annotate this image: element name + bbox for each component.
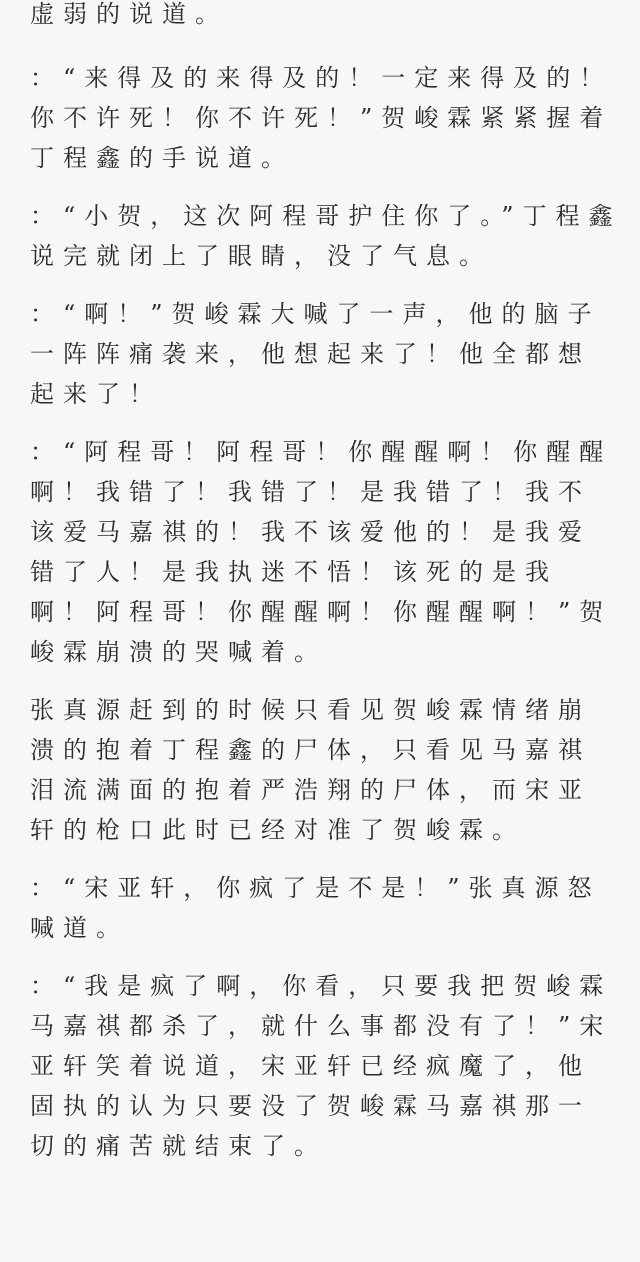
paragraph-5: ：“阿程哥！阿程哥！你醒醒啊！你醒醒啊！我错了！我错了！是我错了！我不该爱马嘉祺的！我不该爱他的！是我爱错了人！是我执迷不悟！该死的是我啊！阿程哥！你醒醒啊！你醒醒啊！”贺峻霖崩溃的哭喊着。: [30, 438, 613, 666]
paragraph-3: ：“小贺，这次阿程哥护住你了。”丁程鑫说完就闭上了眼睛，没了气息。: [30, 202, 622, 270]
paragraph-8: ：“我是疯了啊，你看，只要我把贺峻霖马嘉祺都杀了，就什么事都没有了！”宋亚轩笑着说道，宋亚轩已经疯魔了，他固执的认为只要没了贺峻霖马嘉祺那一切的痛苦就结束了。: [30, 972, 613, 1160]
paragraph-2: ：“来得及的来得及的！一定来得及的！你不许死！你不许死！”贺峻霖紧紧握着丁程鑫的手说道。: [30, 64, 613, 172]
paragraph-6: 张真源赶到的时候只看见贺峻霖情绪崩溃的抱着丁程鑫的尸体，只看见马嘉祺泪流满面的抱着严浩翔的尸体，而宋亚轩的枪口此时已经对准了贺峻霖。: [30, 696, 591, 844]
paragraph-7: ：“宋亚轩，你疯了是不是！”张真源怒喊道。: [30, 874, 601, 942]
paragraph-1: 虚弱的说道。: [30, 0, 228, 28]
paragraph-4: ：“啊！”贺峻霖大喊了一声，他的脑子一阵阵痛袭来，他想起来了！他全都想起来了！: [30, 300, 601, 408]
